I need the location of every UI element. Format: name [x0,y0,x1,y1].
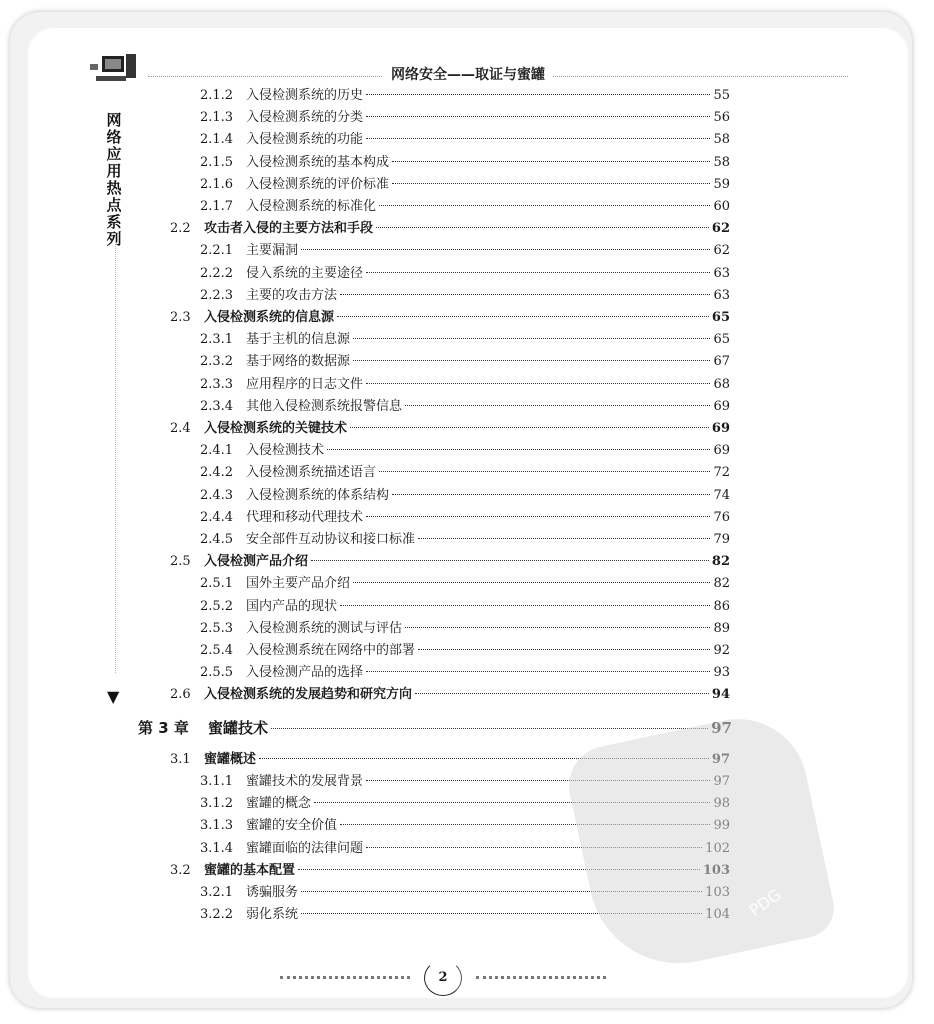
dot-leader [366,516,710,517]
toc-page: 86 [713,598,730,614]
toc-subsection [200,641,730,661]
dot-leader [353,338,710,339]
dot-leader [271,728,708,729]
dot-leader [366,138,710,139]
toc-number: 2.5.4 [200,643,234,658]
toc-section [170,419,730,439]
toc-number: 2.4.5 [200,532,234,547]
toc-title: 代理和移动代理技术 [246,509,364,525]
toc-page: 69 [713,443,730,459]
toc-page: 72 [713,465,730,481]
toc-page: 59 [713,176,730,192]
toc-title: 蜜罐技术 [208,718,269,737]
toc-number: 2.4 [170,421,191,436]
toc-page: 69 [711,421,730,436]
toc-chapter [138,718,732,738]
toc-number: 2.5.5 [200,665,234,681]
running-header-text: 网络安全——取证与蜜罐 [383,67,553,83]
pdg-watermark [562,706,840,980]
toc-title: 蜜罐概述 [204,751,257,767]
toc-page: 58 [713,154,730,170]
toc-number: 2.5.3 [200,620,234,636]
toc-title: 入侵检测系统在网络中的部署 [246,643,416,658]
toc-title: 入侵检测系统的体系结构 [246,487,390,503]
toc-subsection [200,508,730,528]
toc-title: 蜜罐的安全价值 [246,818,338,834]
toc-title: 入侵检测产品的选择 [246,665,364,681]
dot-leader [415,693,709,694]
toc-page: 69 [713,398,730,414]
toc-subsection [200,463,730,483]
toc-title: 国内产品的现状 [246,598,338,614]
dot-leader [327,449,710,450]
toc-page: 58 [713,132,730,148]
toc-page: 62 [713,243,730,259]
footer-rule-right [476,976,606,979]
dot-leader [376,227,709,228]
toc-page: 82 [713,576,730,592]
dot-leader [350,427,709,428]
toc-page: 82 [711,554,730,570]
toc-subsection [200,574,730,594]
toc-number: 2.1.2 [200,88,234,103]
dot-leader [405,627,710,628]
toc-page: 76 [713,509,730,525]
toc-page: 62 [711,221,730,237]
toc-subsection [200,286,730,306]
toc-number: 3.1.2 [200,796,234,812]
toc-subsection [200,530,730,550]
toc-number: 2.2.3 [200,287,234,303]
toc-title: 主要的攻击方法 [246,287,338,303]
toc-subsection [200,264,730,284]
dot-leader [301,249,710,250]
toc-number: 2.2.1 [200,243,234,259]
toc-section [170,552,730,572]
toc-title: 蜜罐的基本配置 [204,862,296,878]
toc-number: 2.1.5 [200,154,234,170]
dot-leader [366,94,710,95]
down-arrow-icon: ▼ [107,687,120,706]
toc-title: 入侵检测系统的分类 [246,110,364,126]
toc-subsection [200,397,730,417]
dot-leader [392,161,710,162]
dot-leader [418,538,710,539]
toc-title: 入侵检测系统的测试与评估 [246,620,403,636]
toc-page: 74 [713,487,730,503]
dot-leader [366,383,710,384]
toc-page: 68 [713,376,730,392]
dot-leader [353,360,710,361]
dot-leader [392,494,710,495]
toc-title: 攻击者入侵的主要方法和手段 [204,221,374,237]
toc-page: 94 [711,687,730,703]
toc-page: 63 [713,265,730,281]
toc-subsection [200,175,730,195]
toc-title: 国外主要产品介绍 [246,576,351,592]
toc-title: 入侵检测系统的发展趋势和研究方向 [204,687,413,703]
toc-subsection [200,197,730,217]
toc-title: 入侵检测系统的功能 [246,132,364,148]
toc-section [170,685,730,705]
toc-subsection [200,86,730,106]
dot-leader [311,560,709,561]
toc-title: 入侵检测系统描述语言 [246,465,377,481]
toc-number: 3.1.3 [200,818,234,834]
toc-title: 入侵检测系统的信息源 [204,310,335,325]
toc-number: 第 3 章 [138,718,189,737]
toc-number: 2.1.6 [200,176,234,192]
toc-page: 79 [713,532,730,547]
toc-subsection [200,375,730,395]
toc-page: 67 [713,354,730,370]
toc-subsection [200,597,730,617]
dot-leader [353,582,710,583]
toc-title: 其他入侵检测系统报警信息 [246,398,403,414]
dot-leader [392,183,710,184]
toc-number: 2.2 [170,221,191,237]
toc-subsection [200,330,730,350]
toc-number: 2.5.2 [200,598,234,614]
toc-title: 应用程序的日志文件 [246,376,364,392]
dot-leader [405,405,710,406]
toc-title: 入侵检测产品介绍 [204,554,309,570]
toc-title: 蜜罐的概念 [246,796,312,812]
toc-title: 主要漏洞 [246,243,299,259]
toc-title: 基于网络的数据源 [246,354,351,370]
dot-leader [337,316,709,317]
toc-subsection [200,663,730,683]
footer-rule-left [280,976,410,979]
dot-leader [418,649,710,650]
toc-title: 基于主机的信息源 [246,332,351,348]
toc-title: 入侵检测系统的评价标准 [246,176,390,192]
toc-title: 入侵检测系统的标准化 [246,199,377,214]
toc-number: 2.3.3 [200,376,234,392]
toc-page: 65 [711,310,730,325]
dot-leader [366,671,710,672]
toc-section [170,308,730,328]
toc-section [170,219,730,239]
toc-title: 安全部件互动协议和接口标准 [246,532,416,547]
toc-page: 93 [713,665,730,681]
toc-number: 2.1.4 [200,132,234,148]
page-number: 2 [424,960,462,996]
toc-number: 3.1.4 [200,840,234,856]
toc-number: 2.1.3 [200,110,234,126]
toc-number: 2.1.7 [200,199,234,214]
toc-title: 侵入系统的主要途径 [246,265,364,281]
toc-page: 89 [713,620,730,636]
toc-number: 2.2.2 [200,265,234,281]
toc-page: 65 [713,332,730,348]
toc-number: 3.2.2 [200,907,234,923]
dot-leader [379,471,710,472]
toc-title: 入侵检测系统的基本构成 [246,154,390,170]
toc-number: 3.1.1 [200,774,234,789]
toc-number: 2.4.1 [200,443,234,459]
toc-number: 2.6 [170,687,191,703]
toc-title: 入侵检测系统的历史 [246,88,364,103]
toc-subsection [200,486,730,506]
document-page [28,28,908,998]
series-vertical-title: 网络应用热点系列 [106,111,122,248]
toc-number: 2.3.1 [200,332,234,348]
toc-subsection [200,241,730,261]
toc-subsection [200,441,730,461]
toc-page: 56 [713,110,730,126]
toc-number: 2.3.2 [200,354,234,370]
toc-subsection [200,108,730,128]
toc-page: 63 [713,287,730,303]
dot-leader [340,294,710,295]
running-header [28,64,908,84]
toc-subsection [200,352,730,372]
toc-number: 2.5 [170,554,191,570]
toc-number: 2.4.3 [200,487,234,503]
toc-number: 3.1 [170,751,191,767]
toc-page: 60 [713,199,730,214]
toc-subsection [200,130,730,150]
dot-leader [340,605,710,606]
toc-number: 2.3 [170,310,191,325]
watermark-text: PDG [745,884,785,921]
toc-title: 弱化系统 [246,907,299,923]
toc-title: 入侵检测技术 [246,443,325,459]
toc-page: 55 [713,88,730,103]
toc-title: 蜜罐面临的法律问题 [246,840,364,856]
sidebar-rule [115,233,116,673]
dot-leader [366,272,710,273]
toc-subsection [200,619,730,639]
toc-subsection [200,153,730,173]
toc-page: 92 [713,643,730,658]
toc-title: 入侵检测系统的关键技术 [204,421,348,436]
toc-number: 2.4.4 [200,509,234,525]
toc-number: 2.3.4 [200,398,234,414]
toc-title: 诱骗服务 [246,885,299,900]
toc-number: 3.2.1 [200,885,234,900]
toc-number: 2.5.1 [200,576,234,592]
page-footer [28,958,908,988]
dot-leader [366,116,710,117]
toc-number: 3.2 [170,862,191,878]
toc-title: 蜜罐技术的发展背景 [246,774,364,789]
dot-leader [379,205,710,206]
toc-number: 2.4.2 [200,465,234,481]
